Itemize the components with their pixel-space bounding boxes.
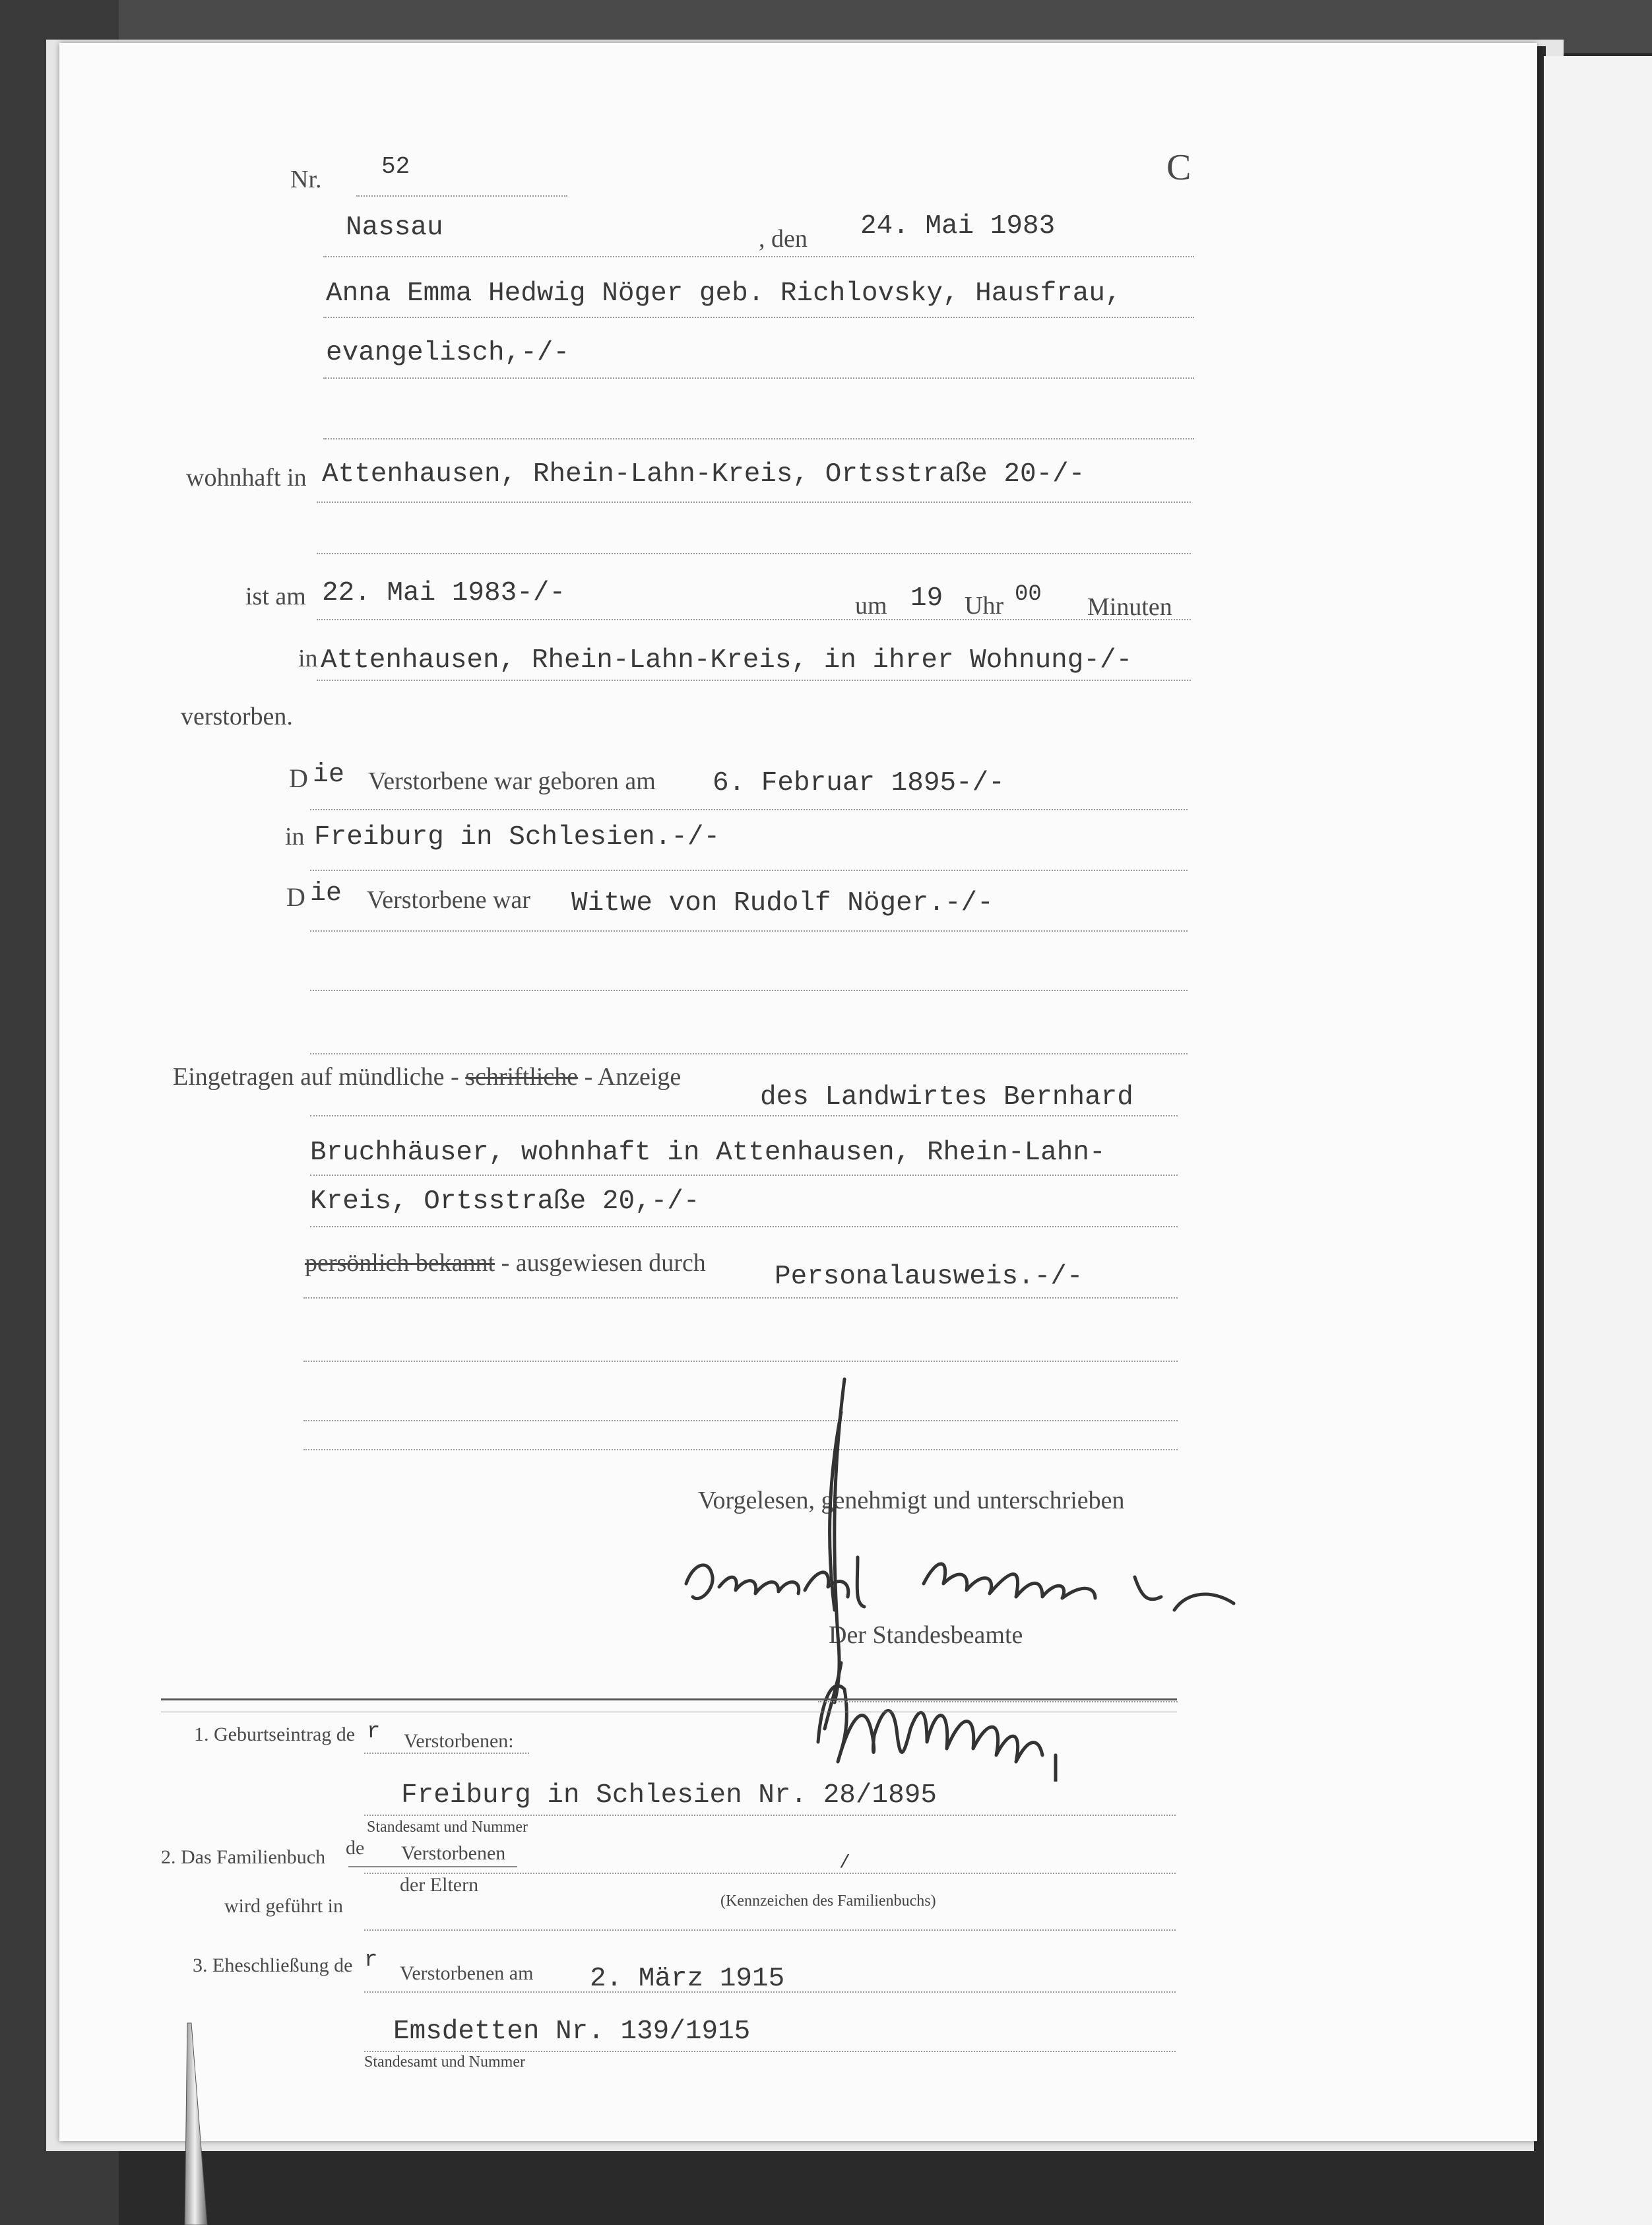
footer-item2-rule: [364, 1873, 1176, 1874]
nr-line: [356, 195, 567, 197]
death-place-rule: [317, 680, 1191, 681]
footer-divider-top: [161, 1698, 1177, 1700]
standesbeamte-label: Der Standesbeamte: [829, 1621, 1023, 1649]
footer-item3-label2: Verstorbenen am: [400, 1962, 534, 1984]
footer-item1-r: r: [367, 1720, 381, 1745]
birth-place-rule: [310, 870, 1188, 871]
residence-rule-2: [317, 553, 1191, 554]
nr-label: Nr.: [290, 166, 322, 193]
footer-item3-rule: [364, 1991, 1176, 1993]
death-place: Attenhausen, Rhein-Lahn-Kreis, in ihrer Wohnung-/-: [321, 645, 1133, 676]
right-page: [1544, 56, 1652, 2225]
residence-rule: [317, 501, 1191, 503]
status-d-suffix: ie: [310, 879, 342, 909]
identification-value: Personalausweis.-/-: [775, 1262, 1083, 1292]
eingetragen-struck: schriftliche: [465, 1063, 579, 1091]
minuten-label: Minuten: [1087, 593, 1172, 621]
status-value: Witwe von Rudolf Nöger.-/-: [571, 888, 994, 919]
vorgelesen-label: Vorgelesen, genehmigt und unterschrieben: [698, 1487, 1125, 1514]
footer-item1-label2: Verstorbenen:: [404, 1730, 514, 1752]
status-rule-2: [310, 990, 1188, 991]
birth-d-prefix: D: [289, 763, 308, 793]
place-value: Nassau: [346, 212, 443, 243]
um-label: um: [855, 592, 887, 620]
footer-item3-label: 3. Eheschließung de: [193, 1954, 353, 1976]
identification-label-text: - ausgewiesen durch: [501, 1249, 706, 1277]
footer-item1-value-rule: [364, 1815, 1176, 1816]
handwritten-signatures: [673, 1359, 1254, 1782]
identification-struck: persönlich bekannt: [305, 1249, 495, 1277]
eingetragen-label-end: - Anzeige: [584, 1063, 682, 1091]
footer-item2-rule-2: [364, 1929, 1176, 1931]
birth-in-label: in: [285, 823, 305, 851]
den-label: , den: [759, 225, 808, 253]
status-label: Verstorbene war: [367, 886, 530, 914]
birth-date-rule: [310, 809, 1188, 810]
footer-item3-place-rule: [364, 2051, 1176, 2052]
death-date: 22. Mai 1983-/-: [322, 578, 566, 608]
person-line-2-rule: [323, 377, 1194, 379]
identification-label: [305, 1248, 706, 1277]
date-value: 24. Mai 1983: [860, 211, 1056, 242]
death-date-rule: [317, 619, 1191, 620]
death-minutes: 00: [1015, 582, 1042, 607]
footer-item2-gefuehrt: wird geführt in: [224, 1895, 343, 1917]
footer-item2-label: 2. Das Familienbuch: [161, 1846, 326, 1868]
nr-value: 52: [381, 153, 410, 180]
report-line-2-rule: [310, 1175, 1178, 1176]
place-date-line: [323, 256, 1194, 257]
footer-item2-de: de: [346, 1837, 365, 1859]
report-line-2: Bruchhäuser, wohnhaft in Attenhausen, Rhein-Lahn-: [310, 1138, 1106, 1168]
eingetragen-label-start: Eingetragen auf mündliche -: [173, 1063, 459, 1091]
report-line-1-rule: [310, 1115, 1178, 1116]
footer-item3-r: r: [364, 1948, 378, 1973]
person-line-3-rule: [323, 438, 1194, 439]
death-hour: 19: [910, 583, 943, 614]
verstorben-label: verstorben.: [181, 703, 293, 730]
identification-rule: [303, 1297, 1178, 1299]
birth-place: Freiburg in Schlesien.-/-: [314, 822, 720, 853]
standesamt-nummer-caption-2: Standesamt und Nummer: [364, 2053, 525, 2071]
footer-item2-slash: /: [839, 1853, 850, 1873]
report-line-3: Kreis, Ortsstraße 20,-/-: [310, 1186, 700, 1217]
birth-date: 6. Februar 1895-/-: [713, 768, 1005, 798]
birth-d-suffix: ie: [313, 760, 345, 790]
person-line-2: evangelisch,-/-: [326, 338, 570, 368]
ist-am-label: ist am: [245, 583, 306, 610]
footer-item1-value: Freiburg in Schlesien Nr. 28/1895: [401, 1780, 937, 1811]
footer-item1-rule: [364, 1753, 529, 1754]
footer-item3-place: Emsdetten Nr. 139/1915: [393, 2016, 751, 2047]
footer-item2-eltern: der Eltern: [400, 1874, 479, 1896]
footer-item3-date: 2. März 1915: [590, 1964, 785, 1994]
in-label: in: [298, 645, 318, 672]
standesamt-nummer-caption-1: Standesamt und Nummer: [367, 1819, 528, 1836]
eingetragen-label: [173, 1062, 681, 1091]
pen: [158, 2019, 238, 2225]
report-line-1: des Landwirtes Bernhard: [760, 1082, 1133, 1112]
uhr-label: Uhr: [965, 592, 1004, 620]
status-rule: [310, 930, 1188, 932]
status-d-prefix: D: [286, 882, 305, 912]
status-rule-3: [310, 1053, 1188, 1054]
footer-item1-label: 1. Geburtseintrag de: [194, 1724, 356, 1745]
footer-item2-verstorbenen: Verstorbenen: [401, 1842, 506, 1864]
standesbeamte-rule: [818, 1701, 1178, 1702]
birth-label: Verstorbene war geboren am: [368, 767, 656, 795]
footer-item2-fraction-line: [348, 1866, 517, 1867]
letter-c: C: [1166, 147, 1191, 188]
person-line-1-rule: [323, 317, 1194, 318]
residence-value: Attenhausen, Rhein-Lahn-Kreis, Ortsstraße 20-/-: [322, 459, 1085, 490]
report-line-3-rule: [310, 1226, 1178, 1227]
kennzeichen-caption: (Kennzeichen des Familienbuchs): [720, 1892, 936, 1910]
person-line-1: Anna Emma Hedwig Nöger geb. Richlovsky, Hausfrau,: [326, 278, 1122, 309]
wohnhaft-label: wohnhaft in: [186, 464, 307, 492]
